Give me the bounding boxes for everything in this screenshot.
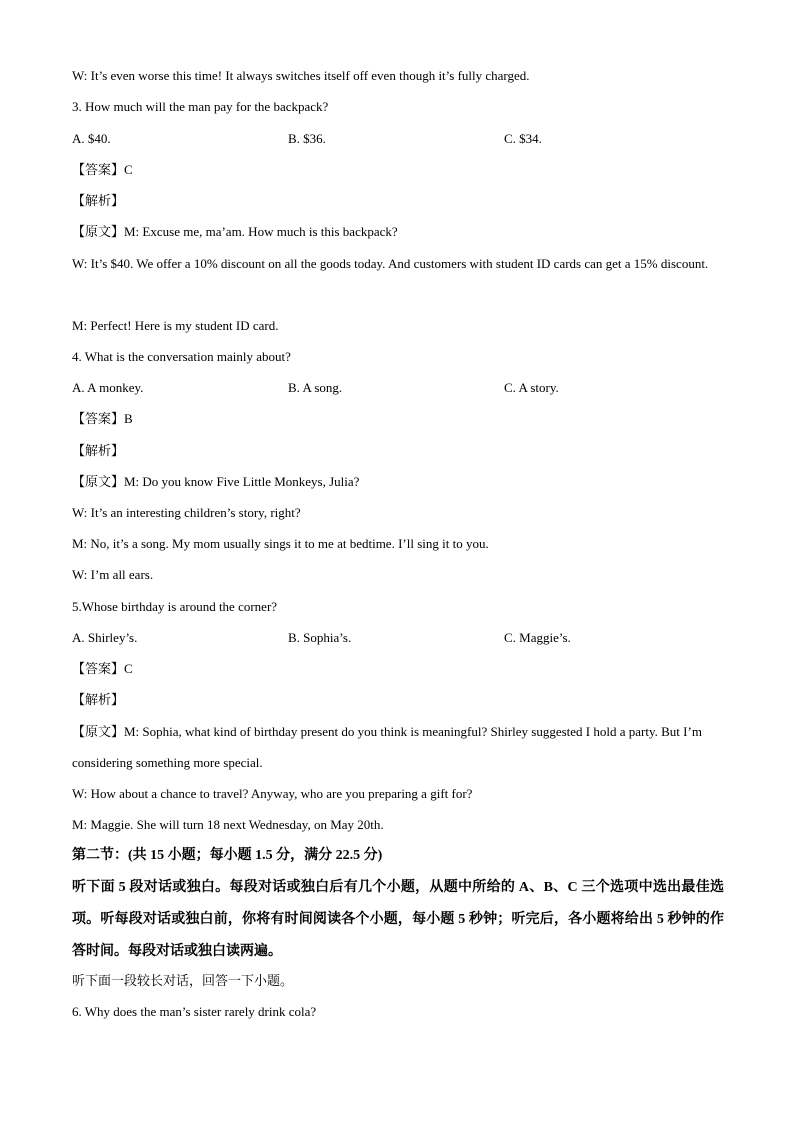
answer-label: 【答案】B (72, 411, 133, 426)
option-c: C. Maggie’s. (504, 630, 571, 645)
analysis-label: 【解析】 (72, 692, 125, 707)
transcript-line: 【原文】M: Excuse me, ma’am. How much is this backpack? (72, 224, 398, 239)
transcript-paragraph: 【原文】M: Sophia, what kind of birthday present do you think is meaningful? Shirley suggested I hold a party. But I’m considering something more special. (72, 724, 702, 770)
transcript-line: W: How about a chance to travel? Anyway, who are you preparing a gift for? (72, 786, 473, 801)
answer-label: 【答案】C (72, 162, 133, 177)
analysis-label: 【解析】 (72, 193, 125, 208)
question-5: 5.Whose birthday is around the corner? (72, 599, 278, 614)
question-4: 4. What is the conversation mainly about? (72, 349, 291, 364)
transcript-line: W: It’s an interesting children’s story, right? (72, 505, 301, 520)
option-c: C. A story. (504, 380, 559, 395)
question-3: 3. How much will the man pay for the backpack? (72, 99, 329, 114)
transcript-line: M: No, it’s a song. My mom usually sings it to me at bedtime. I’ll sing it to you. (72, 536, 489, 551)
question-5-options (72, 630, 724, 646)
analysis-label: 【解析】 (72, 443, 125, 458)
section-heading: 第二节：(共 15 小题；每小题 1.5 分，满分 22.5 分) (72, 848, 383, 863)
option-a: A. A monkey. (72, 380, 144, 395)
option-c: C. $34. (504, 131, 542, 146)
transcript-line: M: Maggie. She will turn 18 next Wednesday, on May 20th. (72, 817, 384, 832)
section-lead: 听下面一段较长对话，回答一下小题。 (72, 973, 294, 988)
answer-label: 【答案】C (72, 661, 133, 676)
question-6: 6. Why does the man’s sister rarely drink cola? (72, 1004, 317, 1019)
option-b: B. Sophia’s. (288, 630, 352, 645)
question-3-options (72, 131, 724, 147)
transcript-line: W: I’m all ears. (72, 567, 154, 582)
transcript-line: 【原文】M: Do you know Five Little Monkeys, Julia? (72, 474, 360, 489)
option-a: A. Shirley’s. (72, 630, 138, 645)
option-a: A. $40. (72, 131, 111, 146)
option-b: B. $36. (288, 131, 326, 146)
question-4-options (72, 380, 724, 396)
transcript-line: M: Perfect! Here is my student ID card. (72, 318, 279, 333)
transcript-paragraph: W: It’s $40. We offer a 10% discount on all the goods today. And customers with student ID cards can get a 15% discount. (72, 256, 709, 271)
dialogue-line: W: It’s even worse this time! It always switches itself off even though it’s fully charged. (72, 68, 530, 83)
section-instruction: 听下面 5 段对话或独白。每段对话或独白后有几个小题，从题中所给的 A、B、C 三个选项中选出最佳选项。听每段对话或独白前，你将有时间阅读各个小题，每小题 5 秒钟；听完后，各小题将给出 5 秒钟的作答时间。每段对话或独白读两遍。 (72, 880, 724, 959)
option-b: B. A song. (288, 380, 343, 395)
